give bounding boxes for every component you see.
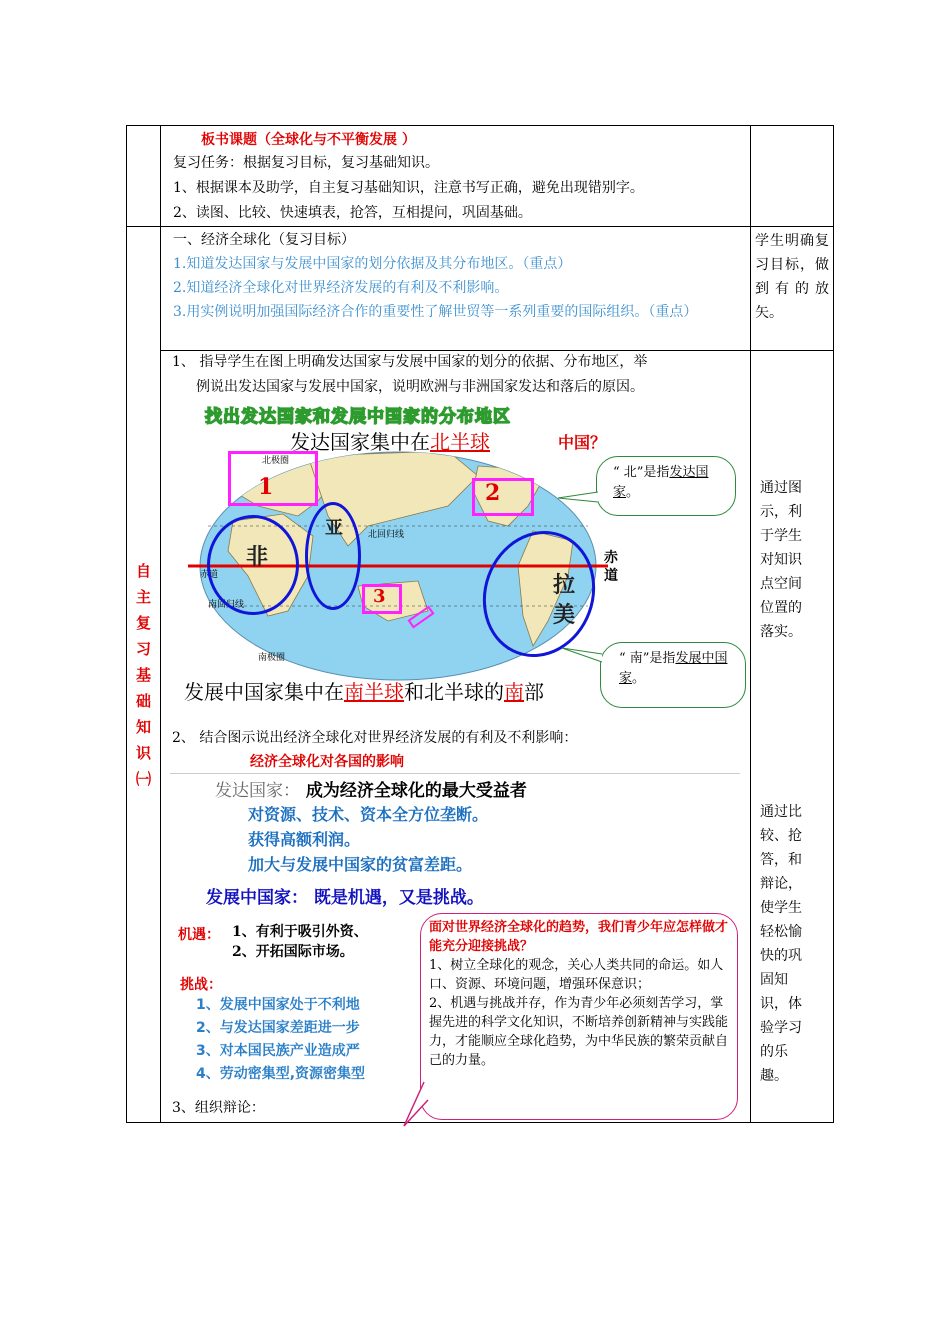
review-step-2: 2、读图、比较、快速填表，抢答，互相提问，巩固基础。	[173, 205, 532, 221]
side-note-line: 趣。	[760, 1068, 788, 1084]
map-banner: 找出发达国家和发展中国家的分布地区	[205, 407, 511, 427]
side-note-goals: 学生明确复习目标，做到有的放矢。	[755, 233, 829, 321]
section-label-char: 础	[135, 691, 151, 710]
developed-head: 成为经济全球化的最大受益者	[305, 781, 527, 801]
map-bottom-text-1: 发展中国家集中在	[184, 680, 344, 704]
bubble-north	[596, 456, 736, 516]
activity-1-line-2: 例说出发达国家与发展中国家，说明欧洲与非洲国家发达和落后的原因。	[196, 379, 644, 395]
challenge-items	[196, 994, 416, 1086]
side-note-map	[756, 476, 836, 644]
map-bottom-highlight-1: 南半球	[344, 680, 404, 704]
callout-answer-1: 1、树立全球化的观念，关心人类共同的命运。如人口、资源、环境问题，增强环保意识；	[429, 958, 724, 992]
goals-heading: 一、经济全球化（复习目标）	[173, 232, 355, 248]
label-south-pole: 南极圈	[258, 653, 286, 663]
goal-1: 1.知道发达国家与发展中国家的划分依据及其分布地区。（重点）	[173, 256, 572, 272]
side-note-line: 验学习	[760, 1020, 802, 1036]
section-label-char: 习	[135, 639, 151, 658]
developed-item-3: 加大与发展中国家的贫富差距。	[248, 855, 473, 874]
review-step-1: 1、根据课本及助学，自主复习基础知识，注意书写正确，避免出现错别字。	[173, 180, 644, 196]
bubble-south-term: 发展中国家	[619, 651, 728, 686]
latin-label-2: 美	[553, 602, 576, 628]
map-bottom-text-2: 和北半球的	[404, 680, 504, 704]
section-label-cell	[127, 227, 161, 1123]
section-label-char: 自	[135, 561, 151, 580]
africa-label: 非	[246, 544, 269, 570]
region-label-2: 2	[485, 480, 501, 506]
activity-3: 3、组织辩论：	[172, 1100, 265, 1116]
section-label-char: 主	[135, 587, 151, 606]
challenge-item-3: 3、对本国民族产业造成严	[196, 1043, 360, 1059]
label-tropic: 北回归线	[368, 530, 405, 540]
developed-items	[248, 802, 488, 877]
side-note-line: 辩论，	[760, 876, 802, 892]
developed-label: 发达国家：	[215, 781, 300, 801]
section-label-char: ㈠	[135, 769, 151, 788]
developed-row	[215, 776, 527, 801]
map-bottom-highlight-2: 南	[504, 680, 524, 704]
section-label-char: 基	[135, 665, 151, 684]
side-note-line: 轻松愉	[760, 924, 802, 940]
impact-title: 经济全球化对各国的影响	[250, 754, 404, 770]
developing-head: 发展中国家： 既是机遇，又是挑战。	[206, 888, 484, 908]
label-equator-left: 赤道	[200, 570, 219, 580]
bubble-south-pre: “ 南”是指	[619, 651, 676, 666]
header-notes-cell	[751, 126, 834, 227]
label-south-tropic: 南回归线	[208, 600, 245, 610]
activity-2-line: 2、 结合图示说出经济全球化对世界经济发展的有利及不利影响：	[172, 730, 578, 746]
region-label-3: 3	[373, 586, 386, 607]
side-note-line: 落实。	[760, 624, 802, 640]
opportunity-label: 机遇：	[178, 927, 220, 943]
bubble-north-pre: “ 北”是指	[613, 465, 670, 480]
goals-cell	[161, 227, 751, 351]
impact-divider	[170, 773, 740, 774]
section-label-char: 知	[135, 717, 151, 736]
map-top-highlight: 北半球	[430, 430, 490, 454]
asia-label: 亚	[325, 518, 343, 539]
challenge-item-4: 4、劳动密集型,资源密集型	[196, 1066, 366, 1082]
bubble-north-tail	[556, 490, 600, 504]
side-note-line: 对知识	[760, 552, 802, 568]
callout-answer-2: 2、机遇与挑战并存，作为青少年必须刻苦学习，掌握先进的科学文化知识，不断培养创新精神与实践能力，才能顺应全球化趋势，为中华民族的繁荣贡献自己的力量。	[429, 996, 729, 1068]
latin-label-1: 拉	[553, 572, 576, 598]
side-note-line: 识，体	[760, 996, 802, 1012]
side-note-line: 于学生	[760, 528, 802, 544]
map-top-text: 发达国家集中在	[290, 430, 430, 454]
side-note-line: 固知	[760, 972, 788, 988]
bubble-south-post: 。	[632, 671, 646, 686]
opportunity-item-1: 1、有利于吸引外资、	[232, 924, 368, 940]
side-note-line: 的乐	[760, 1044, 788, 1060]
side-note-debate	[756, 800, 836, 1088]
opportunity-items	[232, 922, 368, 962]
section-label	[127, 558, 160, 792]
debate-callout	[420, 913, 738, 1120]
map-bottom-caption	[184, 676, 544, 705]
developed-item-1: 对资源、技术、资本全方位垄断。	[248, 805, 489, 824]
side-note-line: 使学生	[760, 900, 802, 916]
bubble-south	[600, 642, 746, 708]
lesson-title: 板书课题（全球化与不平衡发展 ）	[201, 132, 416, 148]
goal-2: 2.知道经济全球化对世界经济发展的有利及不利影响。	[173, 280, 509, 296]
activity-1-line-1: 1、 指导学生在图上明确发达国家与发展中国家的划分的依据、分布地区，举	[172, 354, 648, 370]
developed-item-2: 获得高额利润。	[248, 830, 361, 849]
china-question: 中国？	[558, 433, 607, 452]
review-task: 复习任务：根据复习目标，复习基础知识。	[173, 155, 439, 171]
callout-question: 面对世界经济全球化的趋势，我们青少年应怎样做才能充分迎接挑战？	[429, 920, 729, 954]
goals-notes-cell	[751, 227, 834, 351]
header-label-cell	[127, 126, 161, 227]
callout-tail	[400, 1080, 430, 1130]
bubble-south-tail	[560, 646, 604, 664]
bubble-north-term: 发达国家	[613, 465, 709, 500]
side-note-line: 示，利	[760, 504, 802, 520]
side-note-line: 点空间	[760, 576, 802, 592]
side-note-line: 通过图	[760, 480, 802, 496]
challenge-item-1: 1、发展中国家处于不利地	[196, 997, 360, 1013]
side-note-line: 答，和	[760, 852, 802, 868]
side-note-line: 较、抢	[760, 828, 802, 844]
region-box-2	[472, 478, 534, 516]
header-row	[127, 126, 834, 227]
label-north-pole: 北极圈	[262, 456, 290, 466]
map-bottom-text-3: 部	[524, 680, 544, 704]
goals-row	[127, 227, 834, 351]
section-label-char: 复	[135, 613, 151, 632]
opportunity-item-2: 2、开拓国际市场。	[232, 944, 354, 960]
side-note-line: 位置的	[760, 600, 802, 616]
label-equator-right: 赤道	[604, 550, 618, 584]
goal-3: 3.用实例说明加强国际经济合作的重要性了解世贸等一系列重要的国际组织。（重点）	[173, 304, 698, 320]
challenge-item-2: 2、与发达国家差距进一步	[196, 1020, 360, 1036]
side-note-line: 通过比	[760, 804, 802, 820]
challenge-label: 挑战：	[180, 977, 222, 993]
header-content-cell	[161, 126, 751, 227]
bubble-north-post: 。	[626, 485, 640, 500]
section-label-char: 识	[135, 743, 151, 762]
side-note-line: 快的巩	[760, 948, 802, 964]
region-label-1: 1	[258, 474, 274, 500]
